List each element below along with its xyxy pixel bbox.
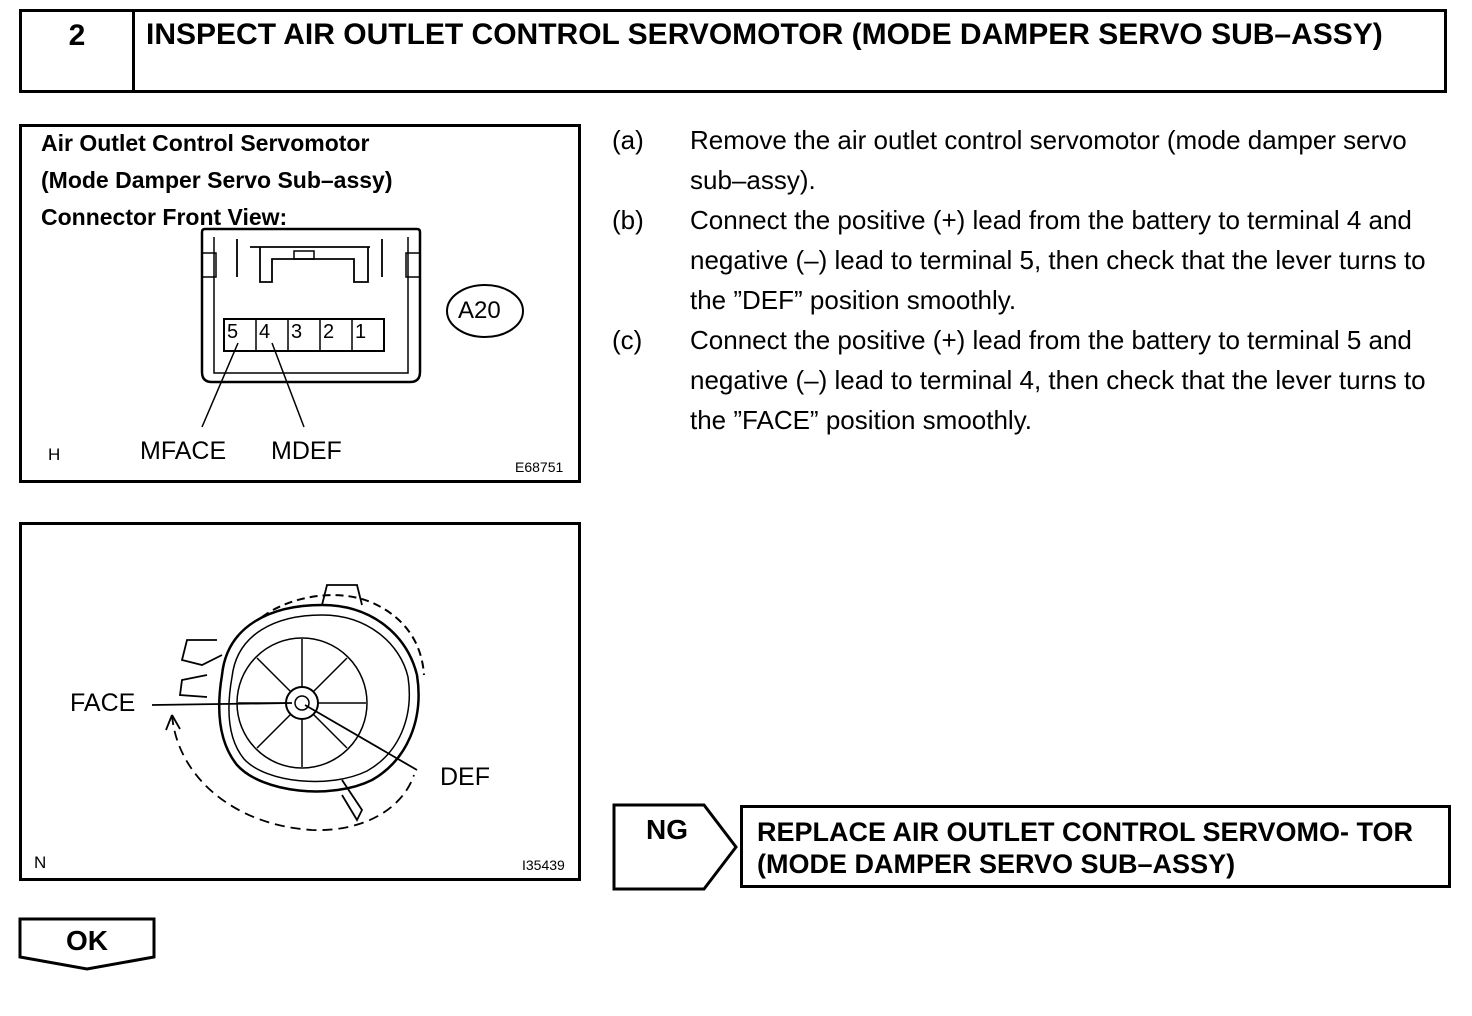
pin-4-label: 4	[259, 321, 271, 343]
step-tag: (c)	[612, 325, 643, 355]
pin-2-label: 2	[323, 321, 335, 343]
servomotor-figure	[19, 522, 581, 881]
figure-id: E68751	[515, 459, 564, 475]
figure-caption	[41, 125, 393, 236]
step-item	[612, 120, 1457, 200]
caption-line-2: (Mode Damper Servo Sub–assy)	[41, 167, 393, 193]
corner-code: N	[34, 853, 47, 872]
face-position-label: FACE	[70, 689, 136, 717]
step-text: Connect the positive (+) lead from the battery to terminal 4 and negative (–) lead to terminal 5, then check that the lever turns to the ”DEF” position smoothly.	[690, 205, 1426, 315]
pin-label-mdef: MDEF	[271, 437, 342, 465]
pin-5-label: 5	[227, 321, 239, 343]
def-position-label: DEF	[440, 763, 490, 791]
step-item	[612, 200, 1457, 320]
step-tag: (b)	[612, 205, 644, 235]
step-number: 2	[22, 12, 135, 90]
step-header	[19, 9, 1447, 93]
ng-result-box: REPLACE AIR OUTLET CONTROL SERVOMO- TOR (MODE DAMPER SERVO SUB–ASSY)	[740, 805, 1451, 888]
step-text: Remove the air outlet control servomotor (mode damper servo sub–assy).	[690, 125, 1407, 195]
pin-label-mface: MFACE	[140, 437, 227, 465]
step-text: Connect the positive (+) lead from the battery to terminal 5 and negative (–) lead to terminal 4, then check that the lever turns to the ”FACE” position smoothly.	[690, 325, 1426, 435]
step-title: INSPECT AIR OUTLET CONTROL SERVOMOTOR (MODE DAMPER SERVO SUB–ASSY)	[146, 18, 1383, 51]
connector-id: A20	[458, 297, 501, 324]
procedure-steps	[612, 120, 1457, 440]
pin-3-label: 3	[291, 321, 303, 343]
pin-1-label: 1	[355, 321, 367, 343]
ok-label: OK	[66, 925, 108, 956]
step-tag: (a)	[612, 125, 644, 155]
corner-code: H	[48, 445, 61, 464]
figure-id: I35439	[522, 857, 565, 873]
caption-line-1: Air Outlet Control Servomotor	[41, 130, 370, 156]
connector-figure	[19, 124, 581, 483]
caption-line-3: Connector Front View:	[41, 204, 288, 230]
step-item	[612, 320, 1457, 440]
ng-label: NG	[646, 814, 688, 845]
